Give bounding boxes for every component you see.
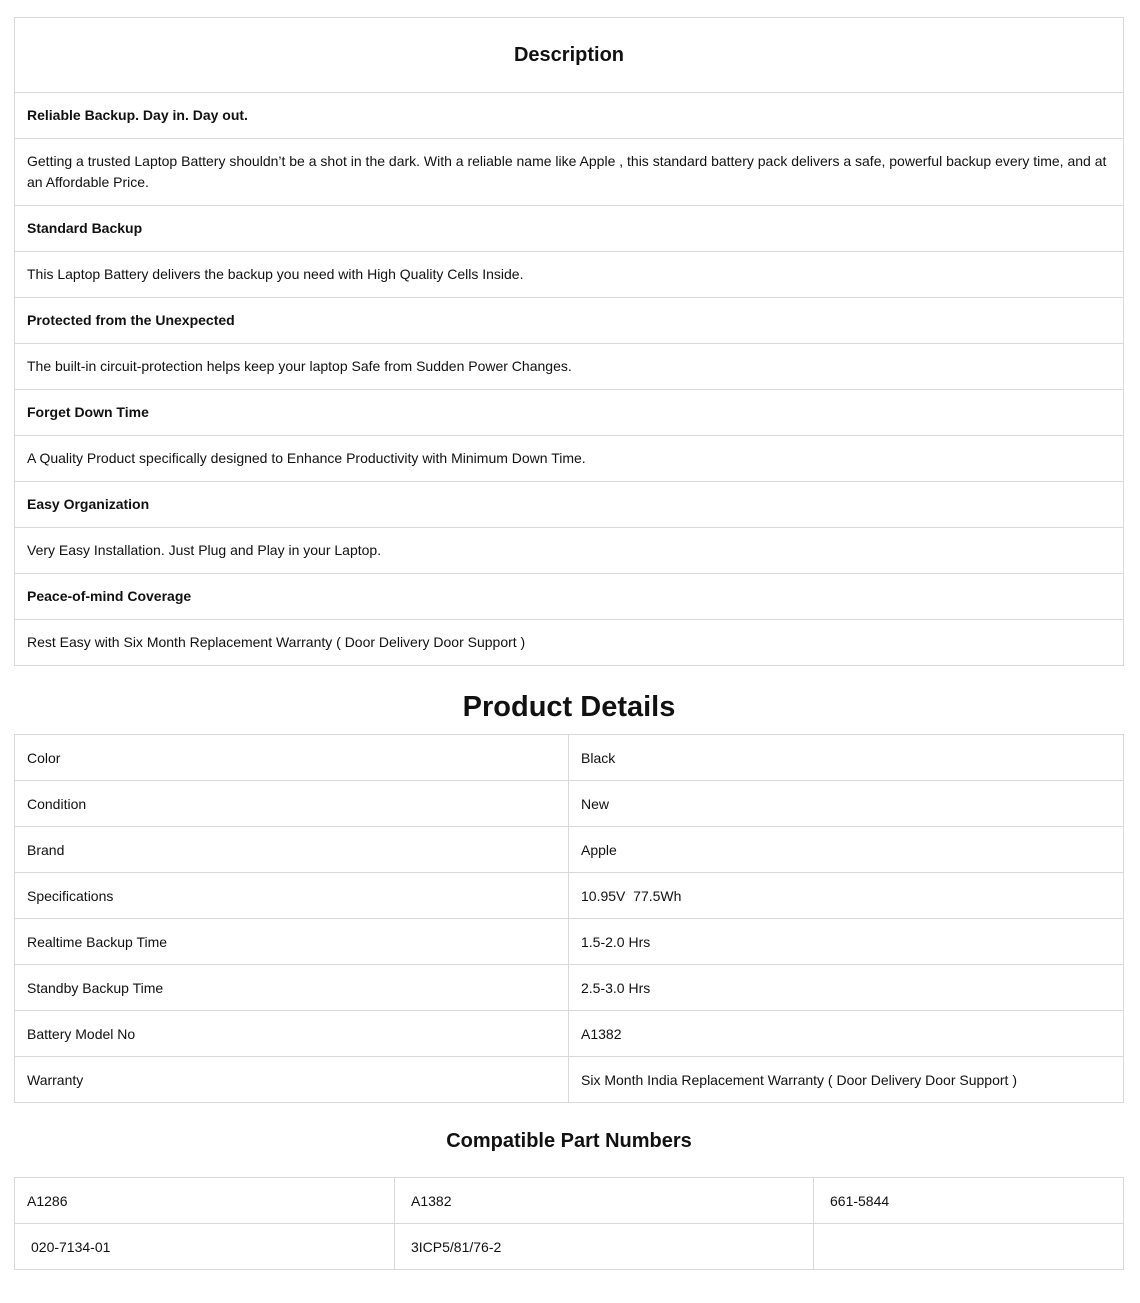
detail-key: Battery Model No bbox=[15, 1011, 569, 1057]
detail-row bbox=[15, 827, 1124, 873]
description-row bbox=[15, 574, 1124, 620]
detail-value: A1382 bbox=[569, 1011, 1124, 1057]
description-row bbox=[15, 93, 1124, 139]
description-row bbox=[15, 344, 1124, 390]
part-number: A1382 bbox=[395, 1178, 814, 1224]
description-row bbox=[15, 528, 1124, 574]
detail-key: Warranty bbox=[15, 1057, 569, 1103]
parts-row bbox=[15, 1178, 1124, 1224]
part-number: 020-7134-01 bbox=[15, 1224, 395, 1270]
detail-value: 2.5-3.0 Hrs bbox=[569, 965, 1124, 1011]
description-table bbox=[14, 17, 1124, 666]
description-row bbox=[15, 139, 1124, 206]
detail-row bbox=[15, 965, 1124, 1011]
part-number: A1286 bbox=[15, 1178, 395, 1224]
description-row bbox=[15, 390, 1124, 436]
feature-text: A Quality Product specifically designed to Enhance Productivity with Minimum Down Time. bbox=[15, 436, 1124, 482]
feature-text: This Laptop Battery delivers the backup you need with High Quality Cells Inside. bbox=[15, 252, 1124, 298]
detail-key: Realtime Backup Time bbox=[15, 919, 569, 965]
feature-title: Protected from the Unexpected bbox=[15, 298, 1124, 344]
detail-row bbox=[15, 873, 1124, 919]
description-row bbox=[15, 206, 1124, 252]
feature-title: Standard Backup bbox=[15, 206, 1124, 252]
part-number: 661-5844 bbox=[814, 1178, 1124, 1224]
description-row bbox=[15, 620, 1124, 666]
compatible-parts-heading: Compatible Part Numbers bbox=[446, 1130, 692, 1152]
parts-row bbox=[15, 1224, 1124, 1270]
description-heading: Description bbox=[15, 18, 1124, 93]
detail-key: Condition bbox=[15, 781, 569, 827]
description-header-row bbox=[15, 18, 1124, 93]
detail-row bbox=[15, 1011, 1124, 1057]
detail-key: Brand bbox=[15, 827, 569, 873]
detail-key: Specifications bbox=[15, 873, 569, 919]
part-number: 3ICP5/81/76-2 bbox=[395, 1224, 814, 1270]
detail-value: 10.95V 77.5Wh bbox=[569, 873, 1124, 919]
feature-text: Getting a trusted Laptop Battery shouldn’t be a shot in the dark. With a reliable name like Apple , this standard battery pack delivers a safe, powerful backup every time, and at an Affordable Price. bbox=[15, 139, 1124, 206]
detail-key: Standby Backup Time bbox=[15, 965, 569, 1011]
description-row bbox=[15, 252, 1124, 298]
feature-title: Peace-of-mind Coverage bbox=[15, 574, 1124, 620]
detail-row bbox=[15, 1057, 1124, 1103]
description-row bbox=[15, 298, 1124, 344]
feature-text: Rest Easy with Six Month Replacement Warranty ( Door Delivery Door Support ) bbox=[15, 620, 1124, 666]
description-row bbox=[15, 436, 1124, 482]
feature-title: Reliable Backup. Day in. Day out. bbox=[15, 93, 1124, 139]
product-description-page bbox=[14, 17, 1124, 1270]
detail-row bbox=[15, 781, 1124, 827]
feature-text: The built-in circuit-protection helps keep your laptop Safe from Sudden Power Changes. bbox=[15, 344, 1124, 390]
detail-value: Six Month India Replacement Warranty ( Door Delivery Door Support ) bbox=[569, 1057, 1124, 1103]
feature-title: Easy Organization bbox=[15, 482, 1124, 528]
part-number-empty bbox=[814, 1224, 1124, 1270]
feature-text: Very Easy Installation. Just Plug and Play in your Laptop. bbox=[15, 528, 1124, 574]
description-row bbox=[15, 482, 1124, 528]
detail-value: Apple bbox=[569, 827, 1124, 873]
product-details-table bbox=[14, 734, 1124, 1103]
detail-value: New bbox=[569, 781, 1124, 827]
detail-value: 1.5-2.0 Hrs bbox=[569, 919, 1124, 965]
product-details-heading: Product Details bbox=[462, 691, 676, 723]
detail-key: Color bbox=[15, 735, 569, 781]
detail-row bbox=[15, 735, 1124, 781]
feature-title: Forget Down Time bbox=[15, 390, 1124, 436]
detail-value: Black bbox=[569, 735, 1124, 781]
compatible-parts-table bbox=[14, 1177, 1124, 1270]
detail-row bbox=[15, 919, 1124, 965]
